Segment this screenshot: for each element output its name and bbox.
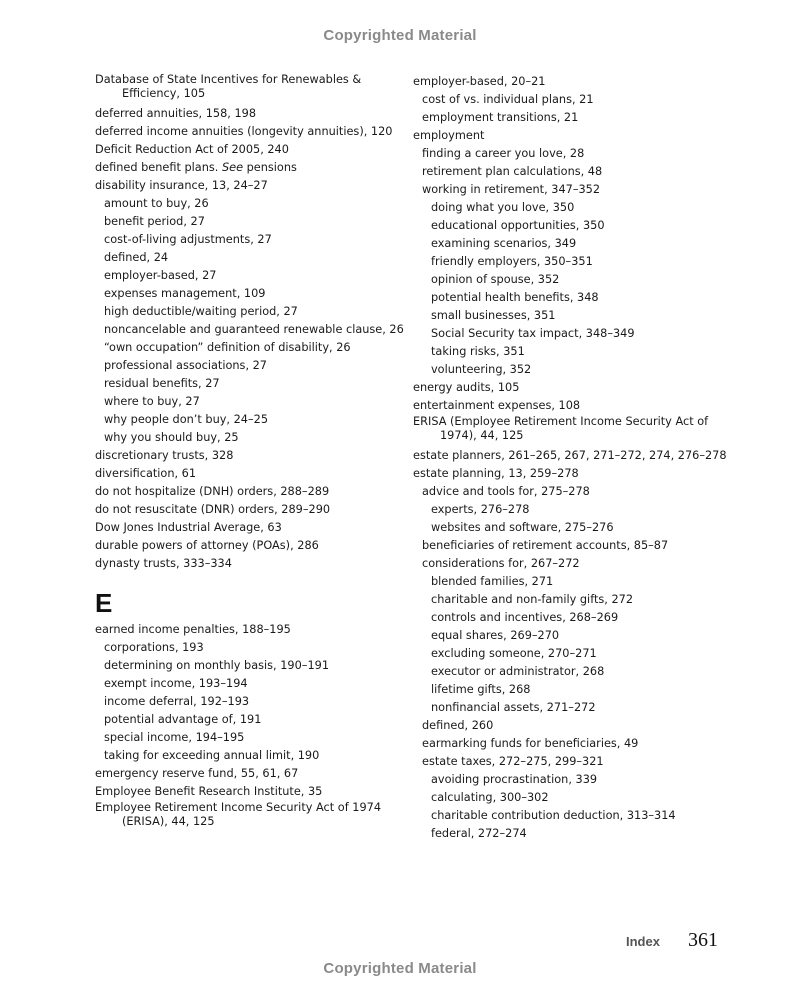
index-entry-text: earmarking funds for beneficiaries, 49 bbox=[422, 737, 639, 750]
index-entry bbox=[95, 141, 395, 159]
index-entry bbox=[95, 537, 395, 555]
index-entry-text: durable powers of attorney (POAs), 286 bbox=[95, 539, 319, 552]
index-entry-text: estate planners, 261–265, 267, 271–272, 274, 276–278 bbox=[413, 449, 727, 462]
index-entry bbox=[95, 555, 395, 573]
index-subentry bbox=[95, 747, 395, 765]
index-subentry bbox=[413, 555, 733, 573]
index-subsubentry bbox=[413, 591, 733, 609]
index-subentry bbox=[413, 145, 733, 163]
index-entry-text: estate taxes, 272–275, 299–321 bbox=[422, 755, 604, 768]
index-entry bbox=[95, 73, 395, 105]
index-subsubentry bbox=[413, 573, 733, 591]
index-entry-text: volunteering, 352 bbox=[431, 363, 532, 376]
index-entry-text: determining on monthly basis, 190–191 bbox=[104, 659, 330, 672]
index-entry-text: calculating, 300–302 bbox=[431, 791, 549, 804]
index-entry-text: federal, 272–274 bbox=[431, 827, 527, 840]
index-entry bbox=[95, 177, 395, 195]
index-entry-text: noncancelable and guaranteed renewable clause, 26 bbox=[104, 323, 404, 336]
index-column-left bbox=[95, 73, 404, 833]
index-subentry bbox=[95, 213, 395, 231]
index-entry-text: discretionary trusts, 328 bbox=[95, 449, 234, 462]
index-entry-text: nonfinancial assets, 271–272 bbox=[431, 701, 596, 714]
index-subentry bbox=[95, 249, 395, 267]
index-entry-text: Deficit Reduction Act of 2005, 240 bbox=[95, 143, 289, 156]
index-group-e bbox=[95, 621, 395, 833]
index-subsubentry bbox=[413, 663, 733, 681]
index-entry-text: beneficiaries of retirement accounts, 85–87 bbox=[422, 539, 669, 552]
index-group-d bbox=[95, 73, 404, 573]
index-entry-text: considerations for, 267–272 bbox=[422, 557, 580, 570]
index-subsubentry bbox=[413, 501, 733, 519]
index-subentry bbox=[95, 657, 395, 675]
index-entry-text: earned income penalties, 188–195 bbox=[95, 623, 291, 636]
index-entry-text: expenses management, 109 bbox=[104, 287, 266, 300]
index-subentry bbox=[413, 735, 733, 753]
index-subsubentry bbox=[413, 361, 733, 379]
index-subsubentry bbox=[413, 627, 733, 645]
index-entry-text: residual benefits, 27 bbox=[104, 377, 220, 390]
index-subentry bbox=[95, 195, 395, 213]
index-group-e-continued bbox=[413, 73, 733, 843]
index-entry bbox=[95, 465, 395, 483]
index-subentry bbox=[95, 375, 395, 393]
index-entry-text: potential advantage of, 191 bbox=[104, 713, 262, 726]
index-subentry bbox=[413, 91, 733, 109]
index-entry-text: entertainment expenses, 108 bbox=[413, 399, 581, 412]
index-entry-text: Employee Benefit Research Institute, 35 bbox=[95, 785, 323, 798]
index-subentry bbox=[413, 163, 733, 181]
index-subsubentry bbox=[413, 519, 733, 537]
index-subentry bbox=[413, 753, 733, 771]
index-entry-text: taking risks, 351 bbox=[431, 345, 525, 358]
index-subentry bbox=[95, 285, 395, 303]
see-reference-label: See bbox=[221, 161, 244, 174]
index-entry-text: why you should buy, 25 bbox=[104, 431, 239, 444]
index-entry-text: do not resuscitate (DNR) orders, 289–290 bbox=[95, 503, 331, 516]
index-subentry bbox=[413, 483, 733, 501]
index-entry-text: opinion of spouse, 352 bbox=[431, 273, 560, 286]
index-entry-text: income deferral, 192–193 bbox=[104, 695, 250, 708]
copyright-watermark-bottom: Copyrighted Material bbox=[323, 960, 477, 977]
index-entry-text: defined, 260 bbox=[422, 719, 494, 732]
index-entry-text: equal shares, 269–270 bbox=[431, 629, 560, 642]
index-entry bbox=[95, 519, 395, 537]
index-subsubentry bbox=[413, 289, 733, 307]
index-subsubentry bbox=[413, 807, 733, 825]
index-subentry bbox=[413, 181, 733, 199]
index-entry-text: high deductible/waiting period, 27 bbox=[104, 305, 298, 318]
running-footer-section: Index bbox=[626, 934, 660, 949]
index-subentry bbox=[95, 339, 395, 357]
index-subsubentry bbox=[413, 307, 733, 325]
index-subsubentry bbox=[413, 199, 733, 217]
index-entry-text: Database of State Incentives for Renewables & Efficiency, 105 bbox=[95, 73, 362, 100]
index-entry-text: do not hospitalize (DNH) orders, 288–289 bbox=[95, 485, 330, 498]
index-entry-text: small businesses, 351 bbox=[431, 309, 556, 322]
index-subentry bbox=[95, 303, 395, 321]
index-entry-text: employment bbox=[413, 129, 485, 142]
index-entry-text: where to buy, 27 bbox=[104, 395, 200, 408]
index-subentry bbox=[95, 429, 395, 447]
index-entry-text: Social Security tax impact, 348–349 bbox=[431, 327, 635, 340]
index-entry bbox=[95, 501, 395, 519]
index-entry-text: excluding someone, 270–271 bbox=[431, 647, 597, 660]
index-entry-text: emergency reserve fund, 55, 61, 67 bbox=[95, 767, 299, 780]
index-entry-text: special income, 194–195 bbox=[104, 731, 245, 744]
index-subsubentry bbox=[413, 325, 733, 343]
index-entry-text: educational opportunities, 350 bbox=[431, 219, 605, 232]
index-subsubentry bbox=[413, 699, 733, 717]
index-entry-text: defined benefit plans. bbox=[95, 161, 219, 174]
index-entry-text: defined, 24 bbox=[104, 251, 169, 264]
index-entry-text: cost-of-living adjustments, 27 bbox=[104, 233, 272, 246]
index-entry bbox=[95, 447, 395, 465]
page-number: 361 bbox=[688, 929, 718, 951]
index-entry-text: examining scenarios, 349 bbox=[431, 237, 577, 250]
index-subentry bbox=[95, 411, 395, 429]
index-entry-text: controls and incentives, 268–269 bbox=[431, 611, 619, 624]
index-subentry bbox=[95, 393, 395, 411]
index-entry-text: cost of vs. individual plans, 21 bbox=[422, 93, 594, 106]
index-subentry bbox=[413, 717, 733, 735]
index-subentry bbox=[95, 711, 395, 729]
index-entry-text: deferred annuities, 158, 198 bbox=[95, 107, 257, 120]
section-letter-heading: E bbox=[95, 588, 113, 618]
index-entry-text: working in retirement, 347–352 bbox=[422, 183, 601, 196]
index-entry-text: friendly employers, 350–351 bbox=[431, 255, 593, 268]
index-subsubentry bbox=[413, 681, 733, 699]
index-subentry bbox=[95, 357, 395, 375]
index-entry-text: charitable contribution deduction, 313–314 bbox=[431, 809, 676, 822]
index-entry-text: ERISA (Employee Retirement Income Security Act of 1974), 44, 125 bbox=[413, 415, 709, 442]
index-entry-text: employment transitions, 21 bbox=[422, 111, 579, 124]
index-entry-text: finding a career you love, 28 bbox=[422, 147, 585, 160]
index-entry bbox=[95, 105, 395, 123]
index-entry-text: employer-based, 27 bbox=[104, 269, 217, 282]
index-subsubentry bbox=[413, 771, 733, 789]
copyright-watermark-top: Copyrighted Material bbox=[323, 27, 477, 44]
index-subentry bbox=[95, 693, 395, 711]
index-entry bbox=[413, 465, 733, 483]
index-entry-text: taking for exceeding annual limit, 190 bbox=[104, 749, 320, 762]
index-entry-text: estate planning, 13, 259–278 bbox=[413, 467, 579, 480]
index-entry-text: potential health benefits, 348 bbox=[431, 291, 599, 304]
index-entry-text: benefit period, 27 bbox=[104, 215, 205, 228]
index-entry-text: energy audits, 105 bbox=[413, 381, 520, 394]
index-subentry bbox=[95, 321, 404, 339]
index-subentry bbox=[413, 537, 733, 555]
index-entry bbox=[413, 73, 733, 91]
index-subentry bbox=[413, 109, 733, 127]
index-subsubentry bbox=[413, 825, 733, 843]
index-subentry bbox=[95, 675, 395, 693]
see-reference-target: pensions bbox=[246, 161, 297, 174]
index-entry-text: blended families, 271 bbox=[431, 575, 554, 588]
index-entry-text: “own occupation” definition of disability, 26 bbox=[104, 341, 351, 354]
index-subentry bbox=[95, 267, 395, 285]
index-entry-text: disability insurance, 13, 24–27 bbox=[95, 179, 268, 192]
index-entry bbox=[95, 783, 395, 801]
index-entry-text: experts, 276–278 bbox=[431, 503, 530, 516]
index-entry-text: dynasty trusts, 333–334 bbox=[95, 557, 232, 570]
index-entry-text: corporations, 193 bbox=[104, 641, 204, 654]
index-entry-text: advice and tools for, 275–278 bbox=[422, 485, 590, 498]
index-entry-text: Dow Jones Industrial Average, 63 bbox=[95, 521, 282, 534]
index-entry-text: websites and software, 275–276 bbox=[431, 521, 614, 534]
index-subsubentry bbox=[413, 645, 733, 663]
index-entry-text: Employee Retirement Income Security Act of 1974 (ERISA), 44, 125 bbox=[95, 801, 382, 828]
index-entry bbox=[413, 447, 733, 465]
index-entry bbox=[413, 415, 733, 447]
index-entry-text: doing what you love, 350 bbox=[431, 201, 575, 214]
index-subsubentry bbox=[413, 253, 733, 271]
index-entry-text: retirement plan calculations, 48 bbox=[422, 165, 603, 178]
index-entry bbox=[95, 483, 395, 501]
index-subsubentry bbox=[413, 217, 733, 235]
index-entry bbox=[95, 621, 395, 639]
index-entry-text: charitable and non-family gifts, 272 bbox=[431, 593, 634, 606]
index-entry-text: amount to buy, 26 bbox=[104, 197, 209, 210]
index-entry bbox=[95, 159, 395, 177]
index-entry-text: deferred income annuities (longevity annuities), 120 bbox=[95, 125, 393, 138]
index-entry bbox=[413, 127, 733, 145]
index-subsubentry bbox=[413, 271, 733, 289]
index-subentry bbox=[95, 231, 395, 249]
index-entry bbox=[95, 765, 395, 783]
index-entry bbox=[413, 397, 733, 415]
index-subentry bbox=[95, 729, 395, 747]
index-entry-text: exempt income, 193–194 bbox=[104, 677, 248, 690]
index-subsubentry bbox=[413, 235, 733, 253]
index-entry bbox=[95, 123, 395, 141]
index-entry bbox=[95, 801, 395, 833]
index-subsubentry bbox=[413, 343, 733, 361]
index-entry-text: employer-based, 20–21 bbox=[413, 75, 546, 88]
index-entry-text: professional associations, 27 bbox=[104, 359, 267, 372]
index-entry bbox=[413, 379, 733, 397]
index-subsubentry bbox=[413, 789, 733, 807]
index-subentry bbox=[95, 639, 395, 657]
index-column-right bbox=[413, 73, 733, 843]
index-entry-text: avoiding procrastination, 339 bbox=[431, 773, 598, 786]
index-subsubentry bbox=[413, 609, 733, 627]
index-entry-text: executor or administrator, 268 bbox=[431, 665, 605, 678]
index-entry-text: diversification, 61 bbox=[95, 467, 197, 480]
index-entry-text: lifetime gifts, 268 bbox=[431, 683, 531, 696]
index-entry-text: why people don’t buy, 24–25 bbox=[104, 413, 269, 426]
